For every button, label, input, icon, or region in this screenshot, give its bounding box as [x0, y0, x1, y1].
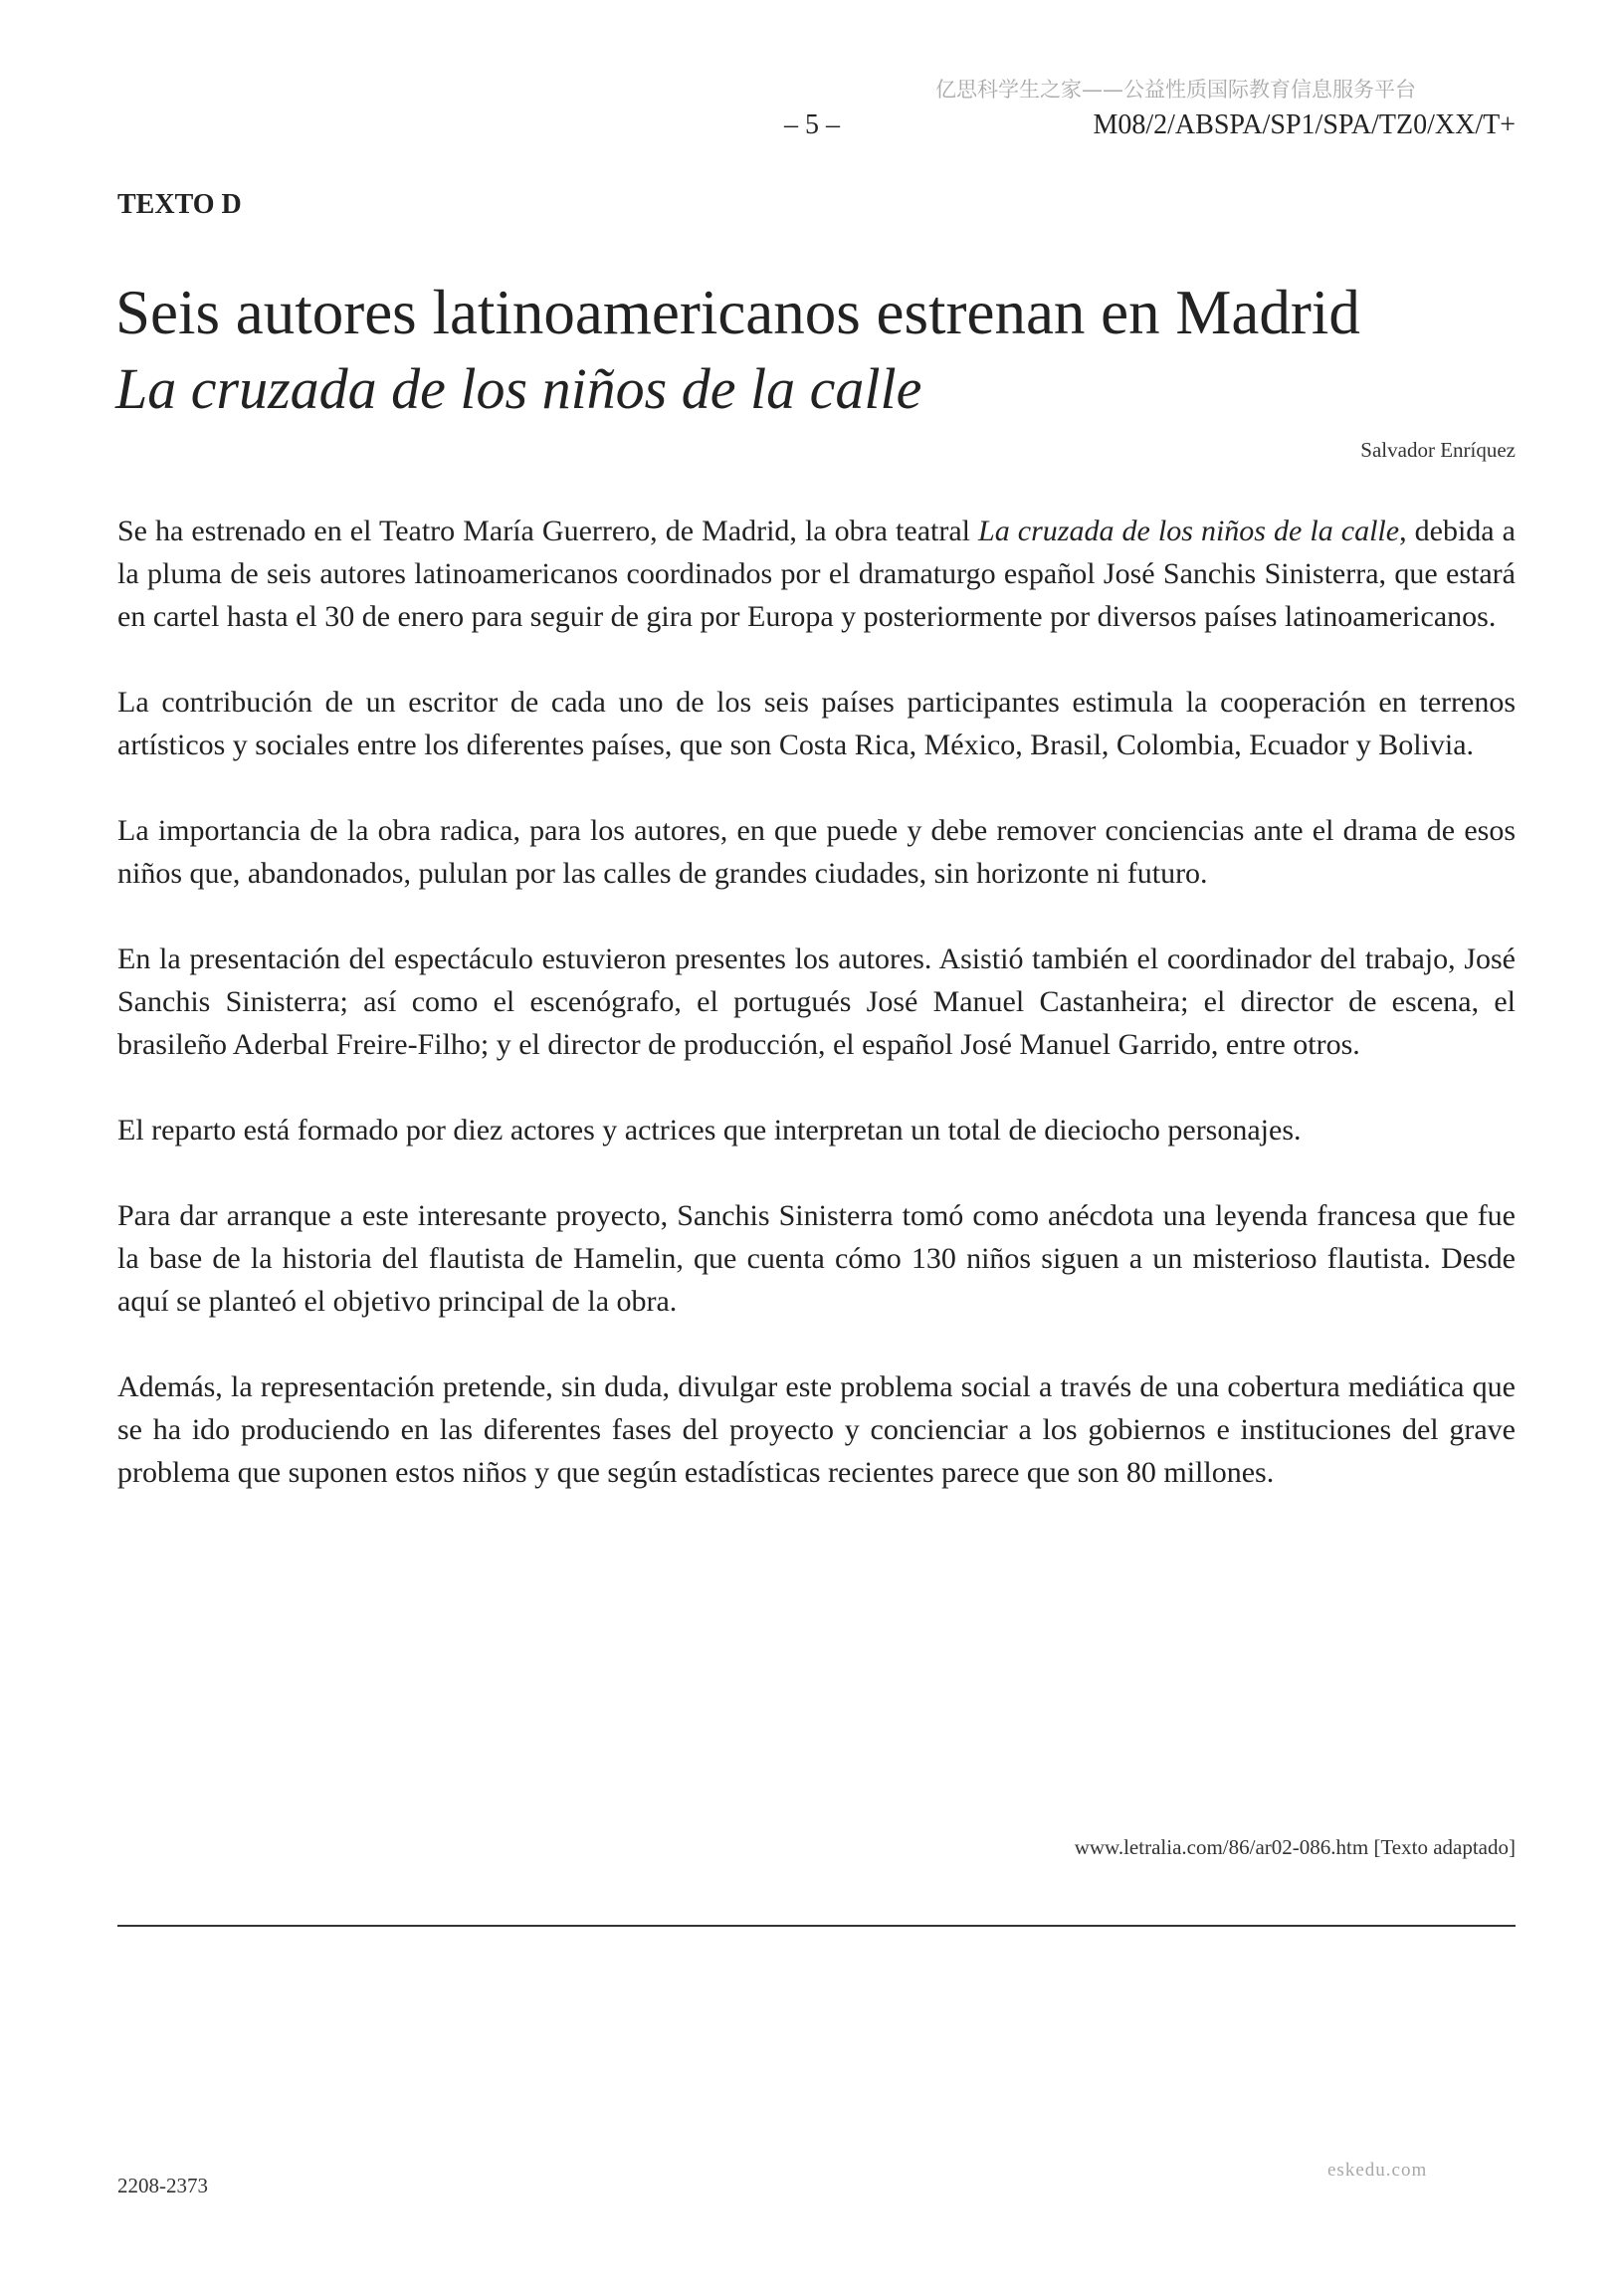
source-citation: www.letralia.com/86/ar02-086.htm [Texto adaptado]: [1074, 1835, 1516, 1859]
paragraph-7: Además, la representación pretende, sin duda, divulgar este problema social a través de una cobertura mediática que se ha ido produciendo en las diferentes fases del proyecto y concienciar a los gobiernos e instituciones del grave problema que suponen estos niños y que según estadísticas recientes parece que son 80 millones.: [117, 1370, 1516, 1489]
paragraph-4: En la presentación del espectáculo estuvieron presentes los autores. Asistió también el coordinador del trabajo, José Sanchis Sinisterra; así como el escenógrafo, el portugués José Manuel Castanheira; el director de escena, el brasileño Aderbal Freire-Filho; y el director de producción, el español José Manuel Garrido, entre otros.: [117, 942, 1516, 1061]
exam-code: M08/2/ABSPA/SP1/SPA/TZ0/XX/T+: [1093, 109, 1516, 140]
page-number: – 5 –: [784, 109, 840, 140]
section-divider: [117, 1925, 1516, 1927]
paragraph-6: Para dar arranque a este interesante proyecto, Sanchis Sinisterra tomó como anécdota una leyenda francesa que fue la base de la historia del flautista de Hamelin, que cuenta cómo 130 niños siguen a un misterioso flautista. Desde aquí se planteó el objetivo principal de la obra.: [117, 1199, 1516, 1318]
paragraph-1-start: Se ha estrenado en el Teatro María Guerrero, de Madrid, la obra teatral: [117, 515, 979, 547]
paragraph-5: El reparto está formado por diez actores y actrices que interpretan un total de dieciocho personajes.: [117, 1114, 1302, 1147]
top-watermark: 亿思科学生之家——公益性质国际教育信息服务平台: [935, 78, 1416, 102]
paragraph-2: La contribución de un escritor de cada uno de los seis países participantes estimula la cooperación en terrenos artísticos y sociales entre los diferentes países, que son Costa Rica, México, Brasil, Colombia, Ecuador y Bolivia.: [117, 686, 1516, 761]
article-author: Salvador Enríquez: [1360, 438, 1516, 462]
bottom-watermark: eskedu.com: [1327, 2160, 1428, 2181]
section-label: TEXTO D: [117, 189, 242, 220]
article-title: Seis autores latinoamericanos estrenan en Madrid: [115, 278, 1360, 347]
paragraph-1: [117, 510, 1516, 638]
article-body: [117, 510, 1516, 1494]
paragraph-3: La importancia de la obra radica, para los autores, en que puede y debe remover conciencias ante el drama de esos niños que, abandonados, pululan por las calles de grandes ciudades, sin horizonte ni futuro.: [117, 814, 1516, 890]
paragraph-1-end: , debida a la pluma de seis autores latinoamericanos coordinados por el dramaturgo español José Sanchis Sinisterra, que estará en cartel hasta el 30 de enero para seguir de gira por Europa y posteriormente por diversos países latinoamericanos.: [117, 515, 1516, 633]
article-subtitle: La cruzada de los niños de la calle: [115, 356, 922, 421]
play-title-inline: La cruzada de los niños de la calle: [978, 515, 1400, 547]
footer-code: 2208-2373: [117, 2174, 208, 2197]
